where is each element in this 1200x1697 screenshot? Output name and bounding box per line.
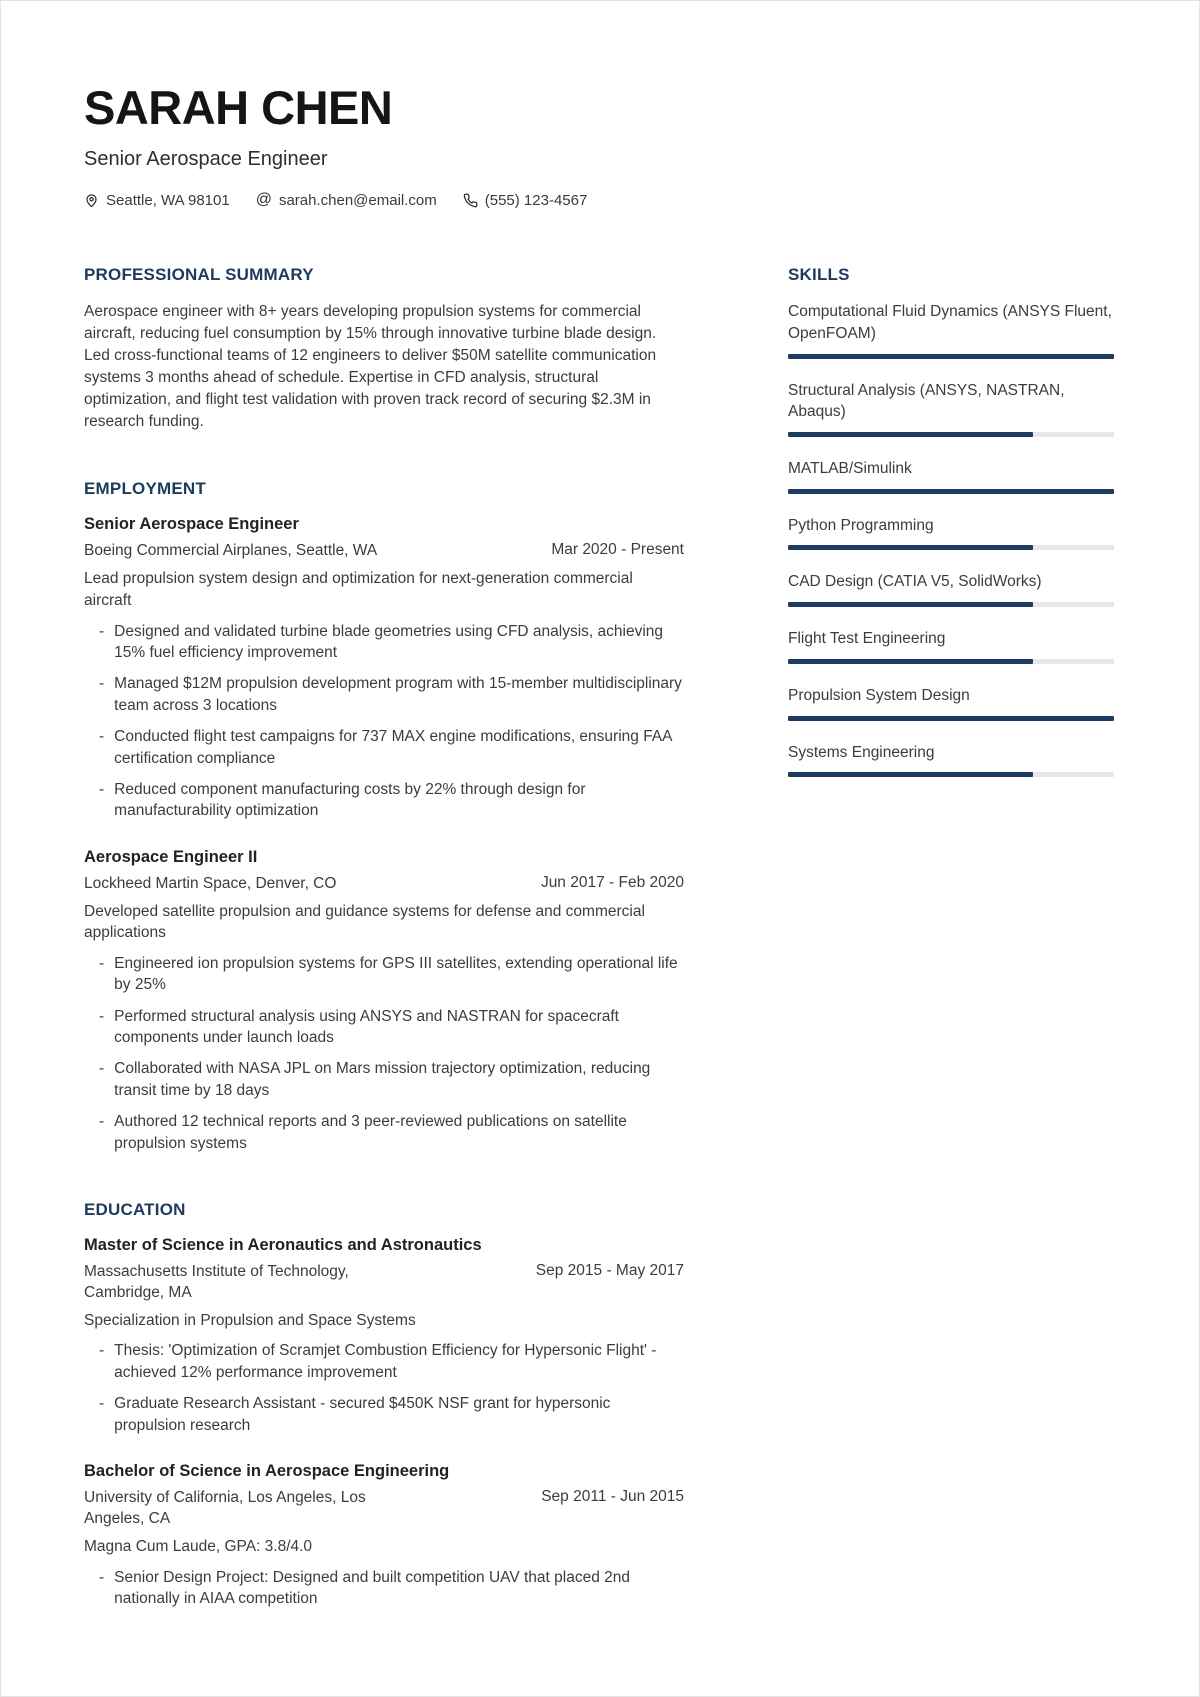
resume-header: [84, 83, 1112, 209]
job-dates: Jun 2017 - Feb 2020: [540, 873, 684, 891]
skill-item: [788, 685, 1114, 721]
bullet-item: - Senior Design Project: Designed and built competition UAV that placed 2nd nationally in AIAA competition: [84, 1567, 684, 1610]
section-skills: [788, 265, 1114, 777]
skill-bar: [788, 489, 1114, 494]
skill-label: Propulsion System Design: [788, 686, 970, 704]
skill-label: Python Programming: [788, 516, 934, 534]
job-entry: [84, 515, 684, 821]
skills-heading: SKILLS: [788, 265, 850, 285]
skill-item: [788, 515, 1114, 551]
skill-label: CAD Design (CATIA V5, SolidWorks): [788, 573, 1042, 591]
degree-note: Specialization in Propulsion and Space Systems: [84, 1311, 416, 1329]
summary-heading: PROFESSIONAL SUMMARY: [84, 265, 314, 285]
bullet-item: - Thesis: 'Optimization of Scramjet Combustion Efficiency for Hypersonic Flight' - achieved 12% performance improvement: [84, 1340, 684, 1383]
degree-bullets: [84, 1340, 684, 1436]
skill-bar: [788, 716, 1114, 721]
skill-bar-fill: [788, 659, 1033, 664]
contact-phone: [463, 192, 588, 209]
bullet-item: - Designed and validated turbine blade geometries using CFD analysis, achieving 15% fuel efficiency improvement: [84, 621, 684, 664]
skill-bar-fill: [788, 354, 1114, 359]
skill-bar-fill: [788, 432, 1033, 437]
skill-label: MATLAB/Simulink: [788, 460, 912, 478]
section-employment: [84, 479, 684, 1154]
degree-title: Master of Science in Aeronautics and Astronautics: [84, 1235, 482, 1254]
skill-bar: [788, 354, 1114, 359]
bullet-item: - Performed structural analysis using ANSYS and NASTRAN for spacecraft components under launch loads: [84, 1006, 684, 1049]
bullet-item: - Conducted flight test campaigns for 737 MAX engine modifications, ensuring FAA certification compliance: [84, 726, 684, 769]
degree-title: Bachelor of Science in Aerospace Engineering: [84, 1461, 450, 1480]
job-description: Lead propulsion system design and optimization for next-generation commercial aircraft: [84, 570, 633, 609]
degree-note: Magna Cum Laude, GPA: 3.8/4.0: [84, 1537, 313, 1555]
location-text: Seattle, WA 98101: [106, 191, 230, 209]
email-at-icon: @: [255, 191, 272, 209]
skill-item: [788, 628, 1114, 664]
bullet-item: - Managed $12M propulsion development program with 15-member multidisciplinary team across 3 locations: [84, 673, 684, 716]
skill-item: [788, 380, 1114, 437]
employment-heading: EMPLOYMENT: [84, 479, 206, 499]
job-description: Developed satellite propulsion and guidance systems for defense and commercial applications: [84, 902, 645, 942]
person-title: Senior Aerospace Engineer: [84, 148, 328, 171]
person-name: SARAH CHEN: [84, 81, 393, 134]
skill-label: Flight Test Engineering: [788, 630, 946, 648]
job-dates: Mar 2020 - Present: [551, 541, 684, 559]
skill-bar-fill: [788, 602, 1033, 607]
bullet-item: - Reduced component manufacturing costs by 22% through design for manufacturability optimization: [84, 779, 684, 822]
job-meta-row: [84, 541, 684, 562]
main-column: [84, 265, 684, 1609]
job-title: Senior Aerospace Engineer: [84, 515, 299, 534]
phone-text: (555) 123-4567: [484, 191, 588, 209]
location-pin-icon: [84, 193, 99, 208]
sidebar-column: [788, 265, 1114, 777]
degree-meta-row: [84, 1262, 684, 1304]
skill-label: Systems Engineering: [788, 743, 935, 761]
skill-item: [788, 742, 1114, 778]
degree-school: Massachusetts Institute of Technology, Cambridge, MA: [84, 1262, 349, 1301]
job-company: Lockheed Martin Space, Denver, CO: [84, 874, 337, 892]
degree-school: University of California, Los Angeles, Los Angeles, CA: [84, 1488, 366, 1527]
skill-bar: [788, 659, 1114, 664]
job-entry: [84, 848, 684, 1154]
degree-entry: [84, 1462, 684, 1609]
skill-item: [788, 301, 1114, 358]
degree-meta-row: [84, 1488, 684, 1530]
bullet-item: - Collaborated with NASA JPL on Mars mission trajectory optimization, reducing transit time by 18 days: [84, 1058, 684, 1101]
skill-bar: [788, 602, 1114, 607]
job-bullets: [84, 621, 684, 822]
section-professional-summary: [84, 265, 684, 433]
skill-bar-fill: [788, 545, 1033, 550]
skill-bar: [788, 432, 1114, 437]
section-education: [84, 1200, 684, 1609]
bullet-item: - Engineered ion propulsion systems for GPS III satellites, extending operational life by 25%: [84, 953, 684, 996]
bullet-item: - Authored 12 technical reports and 3 peer-reviewed publications on satellite propulsion systems: [84, 1111, 684, 1154]
degree-dates: Sep 2011 - Jun 2015: [541, 1487, 684, 1505]
degree-bullets: [84, 1567, 684, 1610]
contact-email: [256, 191, 437, 209]
skill-bar-fill: [788, 489, 1114, 494]
degree-entry: [84, 1236, 684, 1436]
skill-label: Structural Analysis (ANSYS, NASTRAN, Abaqus): [788, 381, 1065, 421]
skill-bar: [788, 772, 1114, 777]
job-company: Boeing Commercial Airplanes, Seattle, WA: [84, 542, 378, 560]
skill-item: [788, 571, 1114, 607]
job-bullets: [84, 953, 684, 1154]
skill-item: [788, 458, 1114, 494]
phone-icon: [463, 193, 478, 208]
skill-bar: [788, 545, 1114, 550]
education-heading: EDUCATION: [84, 1199, 186, 1219]
skill-label: Computational Fluid Dynamics (ANSYS Fluent, OpenFOAM): [788, 303, 1112, 343]
contact-location: [84, 192, 230, 209]
job-meta-row: [84, 874, 684, 895]
summary-text: Aerospace engineer with 8+ years developing propulsion systems for commercial aircraft, reducing fuel consumption by 15% through innovative turbine blade design. Led cross-functional teams of 12 engineers to deliver $50M satellite communication systems 3 months ahead of schedule. Expertise in CFD analysis, structural optimization, and flight test validation with proven track record of securing $2.3M in research funding.: [84, 303, 657, 431]
email-text: sarah.chen@email.com: [278, 191, 437, 209]
bullet-item: - Graduate Research Assistant - secured $450K NSF grant for hypersonic propulsion research: [84, 1393, 684, 1436]
contact-row: [84, 191, 1112, 209]
degree-dates: Sep 2015 - May 2017: [535, 1261, 684, 1279]
job-title: Aerospace Engineer II: [84, 847, 258, 866]
skill-bar-fill: [788, 716, 1114, 721]
skill-bar-fill: [788, 772, 1033, 777]
